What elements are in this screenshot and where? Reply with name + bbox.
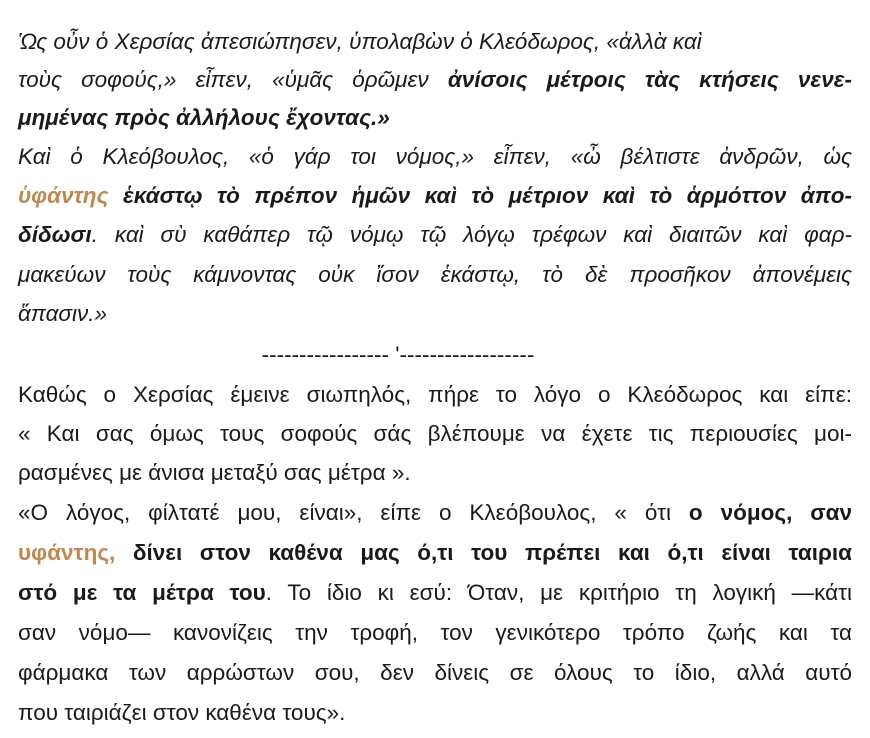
modern-text: . Το ίδιο κι εσύ: Όταν, με κριτήριο τη λογική —κάτι — [265, 580, 852, 605]
modern-text: που ταιριάζει στον καθένα τους». — [18, 700, 346, 725]
modern-text: «Ο λόγος, φίλτατέ μου, είναι», είπε ο Κλεόβουλος, « ότι — [18, 500, 689, 525]
section-separator: ----------------- '------------------ — [261, 342, 535, 367]
ancient-text-line-2 — [18, 65, 852, 95]
modern-text-line-5 — [18, 538, 852, 568]
ancient-text: τοὺς σοφούς,» εἶπεν, «ὑμᾶς ὁρῶμεν — [18, 67, 448, 92]
modern-emphasis: δίνει στον καθένα μας ό,τι του πρέπει και ό,τι είναι ταιρια — [115, 540, 852, 565]
modern-text-line-8 — [18, 658, 852, 688]
modern-text-line-4 — [18, 498, 852, 528]
modern-text-line-9 — [18, 698, 852, 728]
modern-text-line-3 — [18, 458, 852, 488]
modern-text-line-7 — [18, 618, 852, 648]
ancient-text: Καὶ ὁ Κλεόβουλος, «ὁ γάρ τοι νόμος,» εἶπεν, «ὦ βέλτιστε ἀνδρῶν, ὡς — [18, 144, 852, 169]
modern-text-line-6 — [18, 578, 852, 608]
ancient-text-line-6 — [18, 220, 852, 250]
ancient-emphasis: ἀνίσοις μέτροις τὰς κτήσεις νενε- — [447, 67, 852, 92]
ancient-text: . καὶ σὺ καθάπερ τῷ νόμῳ τῷ λόγῳ τρέφων καὶ διαιτῶν καὶ φαρ- — [91, 222, 852, 247]
ancient-text: ἅπασιν.» — [18, 301, 108, 326]
modern-text: φάρμακα των αρρώστων σου, δεν δίνεις σε όλους το ίδιο, αλλά αυτό — [18, 660, 852, 685]
modern-text: « Και σας όμως τους σοφούς σάς βλέπουμε να έχετε τις περιουσίες μοι- — [18, 421, 852, 446]
modern-emphasis: ο νόμος, σαν — [688, 500, 853, 525]
ancient-text: Ὡς οὖν ὁ Χερσίας ἀπεσιώπησεν, ὑπολαβὼν ὁ Κλεόδωρος, «ἀλλὰ καὶ — [18, 29, 702, 54]
ancient-keyword-weaver: ὑφάντης — [18, 183, 109, 208]
ancient-emphasis: μημένας πρὸς ἀλλήλους ἔχοντας.» — [18, 105, 390, 130]
modern-emphasis: στό με τα μέτρα του — [18, 580, 266, 605]
modern-text: σαν νόμο— κανονίζεις την τροφή, τον γενικότερο τρόπο ζωής και τα — [18, 620, 852, 645]
ancient-text: μακεύων τοὺς κάμνοντας οὐκ ἴσον ἑκάστῳ, τὸ δὲ προσῆκον ἀπονέμεις — [18, 262, 852, 287]
modern-text-line-2 — [18, 419, 852, 449]
ancient-text-line-5 — [18, 181, 852, 211]
modern-text: ρασμένες με άνισα μεταξύ σας μέτρα ». — [18, 460, 411, 485]
ancient-text-line-3 — [18, 103, 852, 133]
modern-keyword-weaver: υφάντης, — [18, 540, 116, 565]
ancient-text-line-1 — [18, 27, 852, 57]
ancient-emphasis: δίδωσι — [18, 222, 92, 247]
ancient-text-line-7 — [18, 260, 852, 290]
modern-text: Καθώς ο Χερσίας έμεινε σιωπηλός, πήρε το λόγο ο Κλεόδωρος και είπε: — [18, 382, 852, 407]
ancient-text-line-4 — [18, 142, 852, 172]
modern-text-line-1 — [18, 380, 852, 410]
ancient-text-line-8 — [18, 299, 852, 329]
ancient-emphasis: ἑκάστῳ τὸ πρέπον ἡμῶν καὶ τὸ μέτριον καὶ τὸ ἁρμόττον ἀπο- — [108, 183, 852, 208]
